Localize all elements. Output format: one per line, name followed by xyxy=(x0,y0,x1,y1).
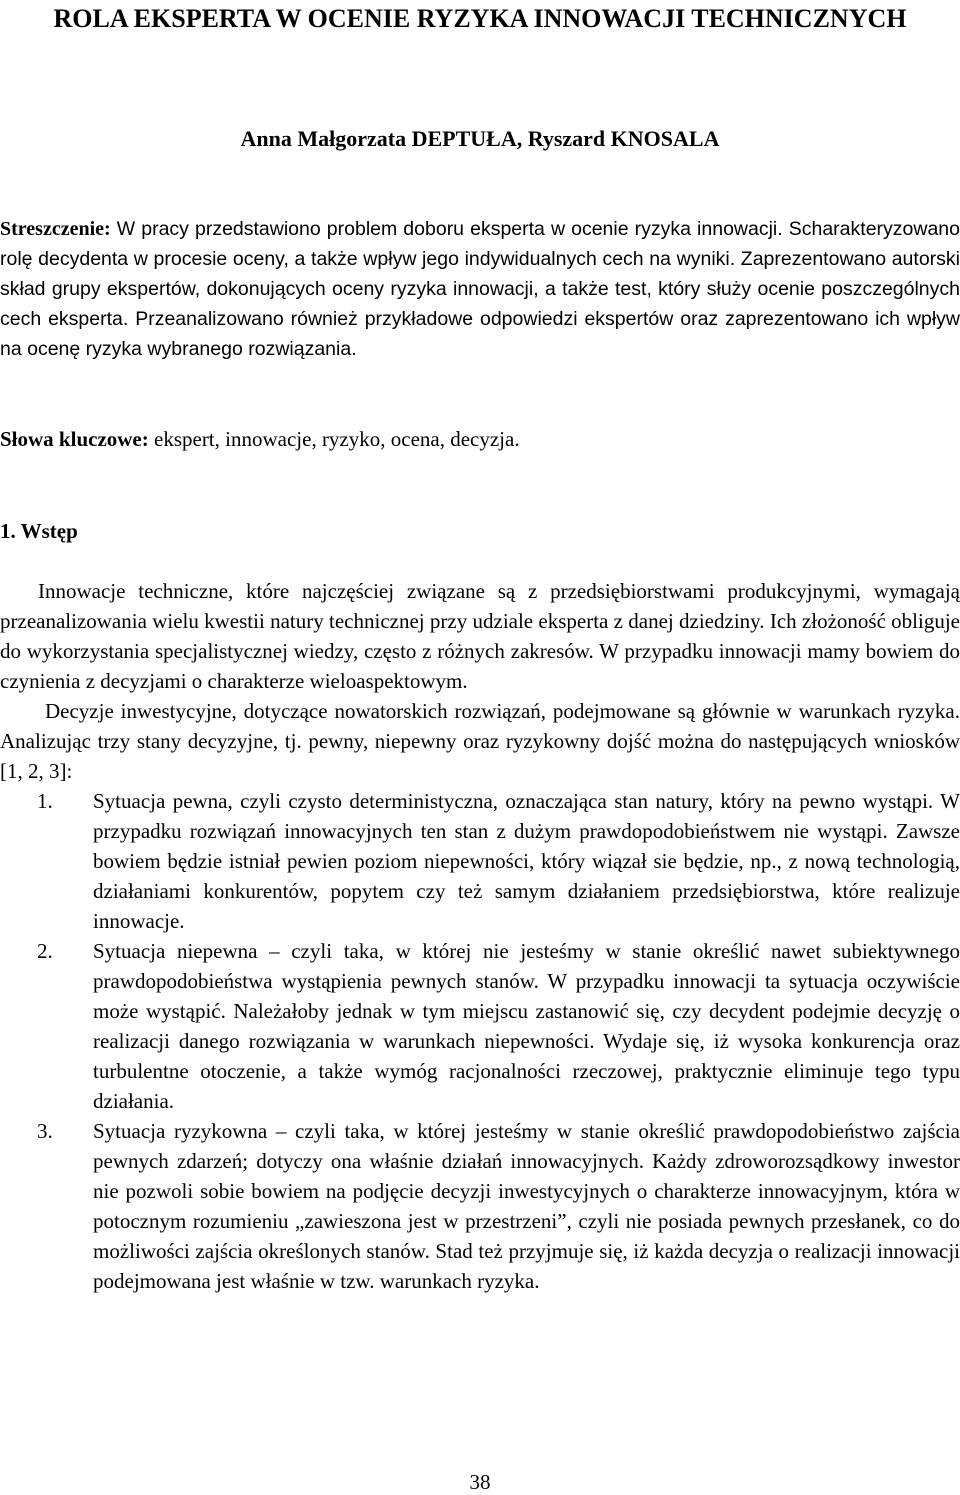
list-item xyxy=(0,936,960,1116)
keywords xyxy=(0,424,960,454)
keywords-text: ekspert, innowacje, ryzyko, ocena, decyzja. xyxy=(148,427,520,451)
section-body xyxy=(0,576,960,1296)
section-heading: 1. Wstęp xyxy=(0,519,78,543)
list-item xyxy=(0,1116,960,1296)
paper-title: ROLA EKSPERTA W OCENIE RYZYKA INNOWACJI TECHNICZNYCH xyxy=(53,4,907,33)
abstract-text: W pracy przedstawiono problem doboru eksperta w ocenie ryzyka innowacji. Scharakteryzowano rolę decydenta w procesie oceny, a także wpływ jego indywidualnych cech na wyniki. Zaprezentowano autorski skład grupy ekspertów, dokonujących oceny ryzyka innowacji, a także test, który służy ocenie poszczególnych cech eksperta. Przeanalizowano również przykładowe odpowiedzi ekspertów oraz zaprezentowano ich wpływ na ocenę ryzyka wybranego rozwiązania. xyxy=(0,218,960,360)
list-item-number: 2. xyxy=(37,939,53,963)
paper-authors: Anna Małgorzata DEPTUŁA, Ryszard KNOSALA xyxy=(240,126,720,151)
paragraph: Decyzje inwestycyjne, dotyczące nowatorskich rozwiązań, podejmowane są głównie w warunkach ryzyka. Analizując trzy stany decyzyjne, tj. pewny, niepewny oraz ryzykowny dojść można do następujących wniosków [1, 2, 3]: xyxy=(0,699,960,783)
paragraph: Innowacje techniczne, które najczęściej związane są z przedsiębiorstwami produkcyjnymi, wymagają przeanalizowania wielu kwestii natury technicznej przy udziale eksperta z danej dziedziny. Ich złożoność obliguje do wykorzystania specjalistycznej wiedzy, często z różnych zakresów. W przypadku innowacji mamy bowiem do czynienia z decyzjami o charakterze wieloaspektowym. xyxy=(0,579,960,693)
abstract xyxy=(0,214,960,364)
numbered-list xyxy=(0,786,960,1296)
abstract-label: Streszczenie: xyxy=(0,218,111,240)
list-item-text: Sytuacja ryzykowna – czyli taka, w której jesteśmy w stanie określić prawdopodobieństwo zajścia pewnych zdarzeń; dotyczy ona właśnie działań innowacyjnych. Każdy zdroworozsądkowy inwestor nie pozwoli sobie bowiem na podjęcie decyzji inwestycyjnych o charakterze innowacyjnym, która w potocznym rozumieniu „zawieszona jest w przestrzeni”, czyli nie posiada pewnych przesłanek, co do możliwości zajścia określonych stanów. Stad też przyjmuje się, iż każda decyzja o realizacji innowacji podejmowana jest właśnie w tzw. warunkach ryzyka. xyxy=(93,1119,960,1293)
keywords-label: Słowa kluczowe: xyxy=(0,427,149,451)
list-item-number: 1. xyxy=(37,789,53,813)
page-number: 38 xyxy=(469,1470,491,1494)
list-item-text: Sytuacja pewna, czyli czysto deterministyczna, oznaczająca stan natury, który na pewno wystąpi. W przypadku rozwiązań innowacyjnych ten stan z dużym prawdopodobieństwem nie wystąpi. Zawsze bowiem będzie istniał pewien poziom niepewności, który wiązał sie będzie, np., z nową technologią, działaniami konkurentów, popytem czy też samym działaniem przedsiębiorstwa, które realizuje innowacje. xyxy=(93,789,960,933)
list-item-text: Sytuacja niepewna – czyli taka, w której nie jesteśmy w stanie określić nawet subiektywnego prawdopodobieństwa wystąpienia pewnych stanów. W przypadku innowacji ta sytuacja oczywiście może wystąpić. Należałoby jednak w tym miejscu zastanowić się, czy decydent podejmie decyzję o realizacji danego rozwiązania w warunkach niepewności. Wydaje się, iż wysoka konkurencja oraz turbulentne otoczenie, a także wymóg racjonalności rzeczowej, praktycznie eliminuje tego typu działania. xyxy=(93,939,960,1113)
list-item xyxy=(0,786,960,936)
list-item-number: 3. xyxy=(37,1119,53,1143)
